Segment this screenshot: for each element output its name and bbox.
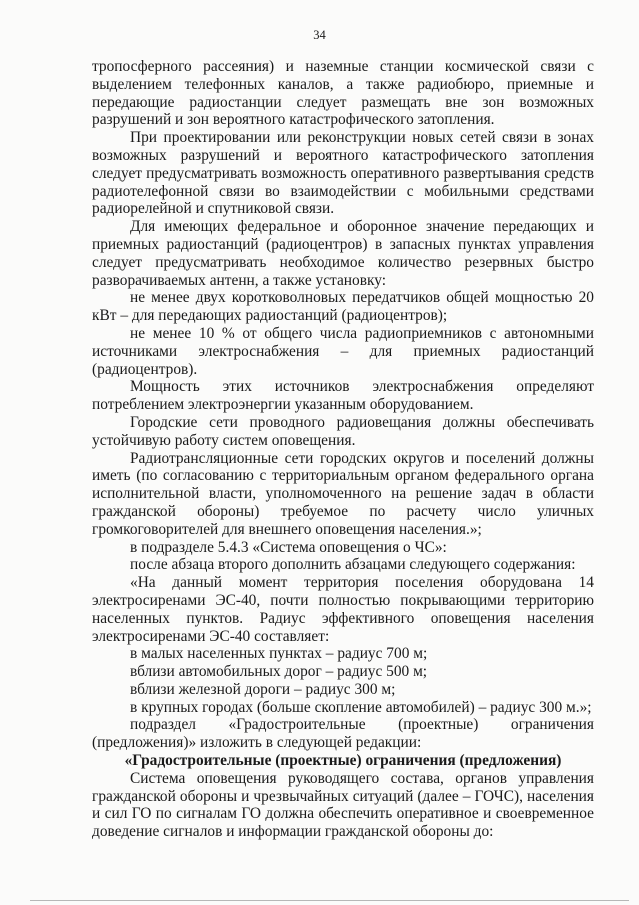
list-item: не менее 10 % от общего числа радиоприемников с автономными источниками электроснабжения – для приемных радиостанций (радиоцентров). xyxy=(92,324,594,378)
paragraph: в подразделе 5.4.3 «Система оповещения о ЧС»: xyxy=(130,538,447,556)
paragraph: Система оповещения руководящего состава, органов управления гражданской обороны и чрезвычайных ситуаций (далее – ГОЧС), населения и сил ГО по сигналам ГО должна обеспечить оперативное и своевременное доведение сигналов и информации гражданской обороны до: xyxy=(92,769,594,841)
list-item: в малых населенных пунктах – радиус 700 м; xyxy=(130,645,428,663)
paragraph: Мощность этих источников электроснабжения определяют потреблением электроэнергии указанным оборудованием. xyxy=(92,378,594,414)
paragraph: «На данный момент территория поселения оборудована 14 электросиренами ЭС-40, почти полностью покрывающими территорию населенных пунктов. Радиус эффективного оповещения населения электросиренами ЭС-40 составляет: xyxy=(92,574,594,645)
paragraph: При проектировании или реконструкции новых сетей связи в зонах возможных разрушений и вероятного катастрофического затопления следует предусматривать возможность оперативного развертывания средств радиотелефонной связи во взаимодействии с мобильными средствами радиорелейной и спутниковой связи. xyxy=(92,129,594,218)
scan-edge-line xyxy=(30,900,629,901)
list-item: вблизи автомобильных дорог – радиус 500 м; xyxy=(130,663,428,681)
paragraph: после абзаца второго дополнить абзацами следующего содержания: xyxy=(130,556,576,574)
paragraph: Для имеющих федеральное и оборонное значение передающих и приемных радиостанций (радиоцентров) в запасных пунктах управления следует предусматривать необходимое количество резервных быстро разворачиваемых антенн, а также установку: xyxy=(92,218,594,289)
paragraph: подраздел «Градостроительные (проектные) ограничения (предложения)» изложить в следующей редакции: xyxy=(92,716,594,752)
list-item: вблизи железной дороги – радиус 300 м; xyxy=(130,680,396,698)
paragraph: тропосферного рассеяния) и наземные станции космической связи с выделением телефонных каналов, а также радиобюро, приемные и передающие радиостанции следует размещать вне зон возможных разрушений и зон вероятного катастрофического затопления. xyxy=(92,58,594,129)
list-item: не менее двух коротковолновых передатчиков общей мощностью 20 кВт – для передающих радиостанций (радиоцентров); xyxy=(92,289,594,325)
section-heading: «Градостроительные (проектные) ограничения (предложения) xyxy=(124,752,562,770)
page-number: 34 xyxy=(313,28,326,42)
list-item: в крупных городах (больше скопление автомобилей) – радиус 300 м.»; xyxy=(130,698,592,716)
document-body xyxy=(92,58,594,841)
paragraph: Городские сети проводного радиовещания должны обеспечивать устойчивую работу систем оповещения. xyxy=(92,413,594,449)
paragraph: Радиотрансляционные сети городских округов и поселений должны иметь (по согласованию с территориальным органом федерального органа исполнительной власти, уполномоченного на решение задач в области гражданской обороны) требуемое по расчету число уличных громкоговорителей для внешнего оповещения населения.»; xyxy=(92,449,594,538)
